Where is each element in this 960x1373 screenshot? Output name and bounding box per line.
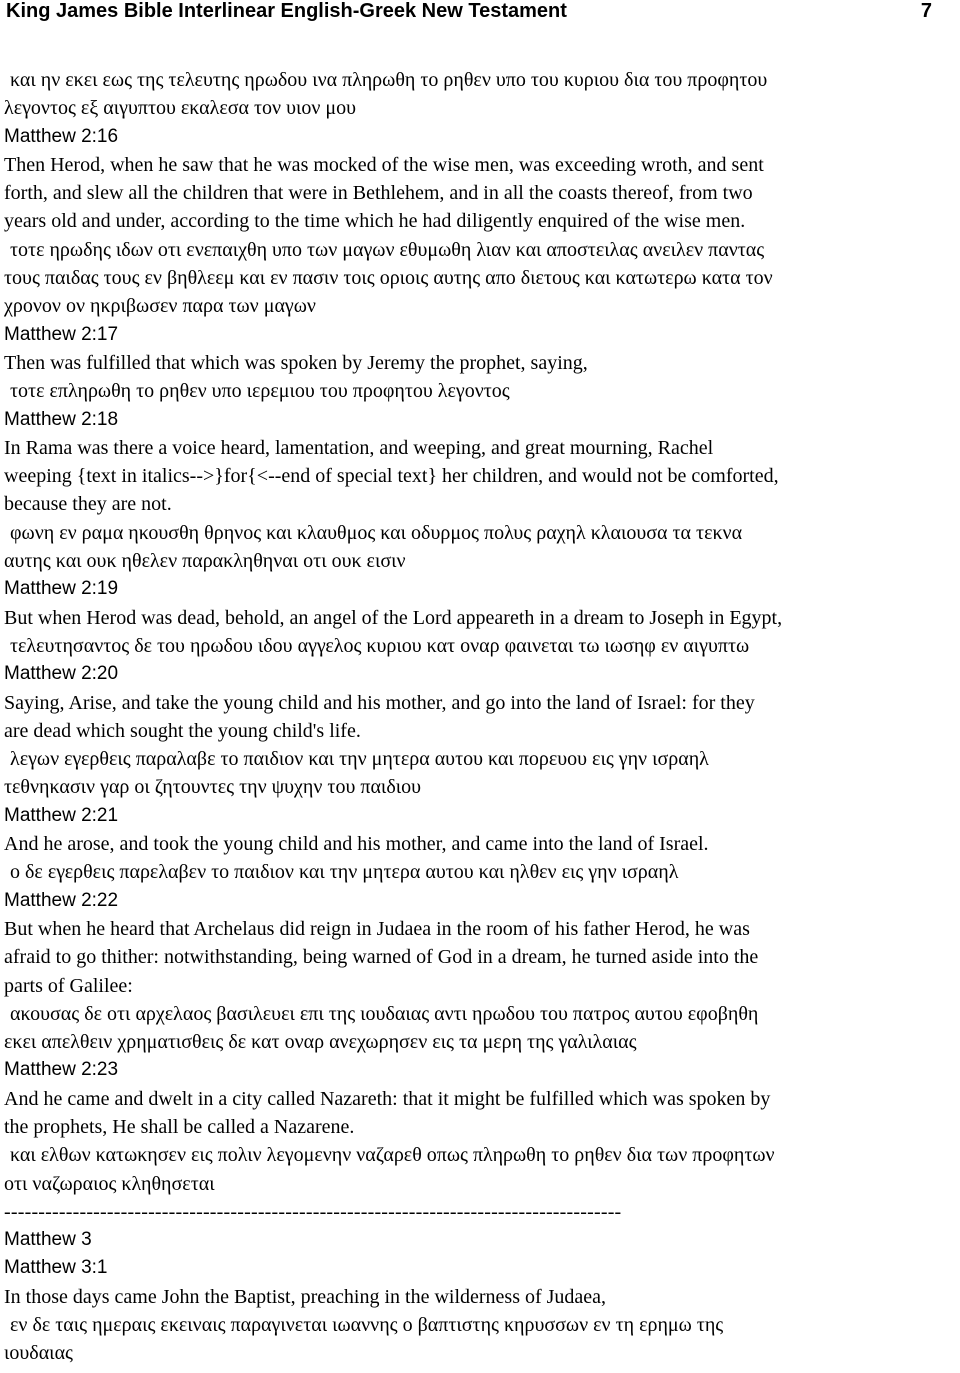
english-verse-line: In Rama was there a voice heard, lamentation, and weeping, and great mourning, Rachel — [4, 436, 714, 459]
english-verse-line: But when Herod was dead, behold, an angel of the Lord appeareth in a dream to Joseph in Egypt, — [4, 606, 783, 629]
english-verse-line: afraid to go thither: notwithstanding, being warned of God in a dream, he turned aside into the — [4, 946, 759, 969]
greek-verse-line: λεγοντος εξ αιγυπτου εκαλεσα τον υιον μου — [4, 97, 357, 120]
greek-verse-line: και ελθων κατωκησεν εις πολιν λεγομενην ναζαρεθ οπως πληρωθη το ρηθεν δια των προφητων — [10, 1144, 775, 1167]
greek-verse-line: οτι ναζωραιος κληθησεται — [4, 1172, 215, 1195]
verse-reference: Matthew 2:23 — [4, 1059, 119, 1081]
english-verse-line: And he came and dwelt in a city called Nazareth: that it might be fulfilled which was spoken by — [4, 1087, 771, 1110]
english-verse-line: But when he heard that Archelaus did reign in Judaea in the room of his father Herod, he was — [4, 917, 750, 940]
greek-verse-line: αυτης και ουκ ηθελεν παρακληθηναι οτι ουκ εισιν — [4, 550, 406, 573]
verse-reference: Matthew 2:19 — [4, 578, 119, 600]
verse-reference: Matthew 2:20 — [4, 663, 119, 685]
verse-reference: Matthew 2:21 — [4, 804, 119, 826]
greek-verse-line: χρονον ον ηκριβωσεν παρα των μαγων — [4, 295, 316, 318]
english-verse-line: because they are not. — [4, 493, 172, 516]
english-verse-line: forth, and slew all the children that were in Bethlehem, and in all the coasts thereof, from two — [4, 182, 753, 205]
verse-reference: Matthew 2:18 — [4, 408, 119, 430]
document-body — [4, 66, 956, 1368]
greek-verse-line: ιουδαιας — [4, 1342, 73, 1365]
page-header — [4, 0, 956, 22]
document-title: King James Bible Interlinear English-Greek New Testament — [6, 0, 567, 22]
english-verse-line: Saying, Arise, and take the young child and his mother, and go into the land of Israel: for they — [4, 691, 755, 714]
greek-verse-line: και ην εκει εως της τελευτης ηρωδου ινα πληρωθη το ρηθεν υπο του κυριου δια του προφητου — [10, 69, 768, 91]
page-number: 7 — [920, 0, 932, 22]
english-verse-line: parts of Galilee: — [4, 974, 133, 997]
greek-verse-line: τοτε ηρωδης ιδων οτι ενεπαιχθη υπο των μαγων εθυμωθη λιαν και αποστειλας ανειλεν παντας — [10, 238, 765, 261]
section-divider: ------------------------------------------------------------------------------------------ — [4, 1200, 622, 1223]
verse-reference: Matthew 2:17 — [4, 323, 119, 345]
english-verse-line: Then was fulfilled that which was spoken by Jeremy the prophet, saying, — [4, 351, 588, 374]
english-verse-line: And he arose, and took the young child and his mother, and came into the land of Israel. — [4, 833, 709, 856]
greek-verse-line: ο δε εγερθεις παρελαβεν το παιδιον και την μητερα αυτου και ηλθεν εις γην ισραηλ — [10, 861, 679, 884]
english-verse-line: In those days came John the Baptist, preaching in the wilderness of Judaea, — [4, 1285, 607, 1308]
greek-verse-line: τους παιδας τους εν βηθλεεμ και εν πασιν τοις οριοις αυτης απο διετους και κατωτερω κατα τον — [4, 267, 773, 290]
greek-verse-line: φωνη εν ραμα ηκουσθη θρηνος και κλαυθμος και οδυρμος πολυς ραχηλ κλαιουσα τα τεκνα — [10, 521, 743, 544]
greek-verse-line: τελευτησαντος δε του ηρωδου ιδου αγγελος κυριου κατ οναρ φαινεται τω ιωσηφ εν αιγυπτω — [10, 634, 750, 657]
greek-verse-line: ακουσας δε οτι αρχελαος βασιλευει επι της ιουδαιας αντι ηρωδου του πατρος αυτου εφοβηθη — [10, 1002, 759, 1025]
greek-verse-line: λεγων εγερθεις παραλαβε το παιδιον και την μητερα αυτου και πορευου εις γην ισραηλ — [10, 748, 709, 771]
english-verse-line: are dead which sought the young child's life. — [4, 719, 361, 742]
greek-verse-line: τοτε επληρωθη το ρηθεν υπο ιερεμιου του προφητου λεγοντος — [10, 380, 510, 403]
greek-verse-line: εκει απελθειν χρηματισθεις δε κατ οναρ ανεχωρησεν εις τα μερη της γαλιλαιας — [4, 1031, 637, 1054]
verse-reference: Matthew 2:16 — [4, 125, 119, 147]
english-verse-line: weeping {text in italics-->}for{<--end of special text} her children, and would not be comforted, — [4, 465, 779, 488]
english-verse-line: years old and under, according to the time which he had diligently enquired of the wise men. — [4, 210, 746, 233]
english-verse-line: Then Herod, when he saw that he was mocked of the wise men, was exceeding wroth, and sent — [4, 153, 764, 176]
verse-reference: Matthew 3 — [4, 1229, 92, 1251]
verse-reference: Matthew 2:22 — [4, 889, 119, 911]
english-verse-line: the prophets, He shall be called a Nazarene. — [4, 1115, 355, 1138]
greek-verse-line: τεθνηκασιν γαρ οι ζητουντες την ψυχην του παιδιου — [4, 776, 422, 799]
verse-reference: Matthew 3:1 — [4, 1257, 108, 1279]
greek-verse-line: εν δε ταις ημεραις εκειναις παραγινεται ιωαννης ο βαπτιστης κηρυσσων εν τη ερημω της — [10, 1314, 724, 1337]
